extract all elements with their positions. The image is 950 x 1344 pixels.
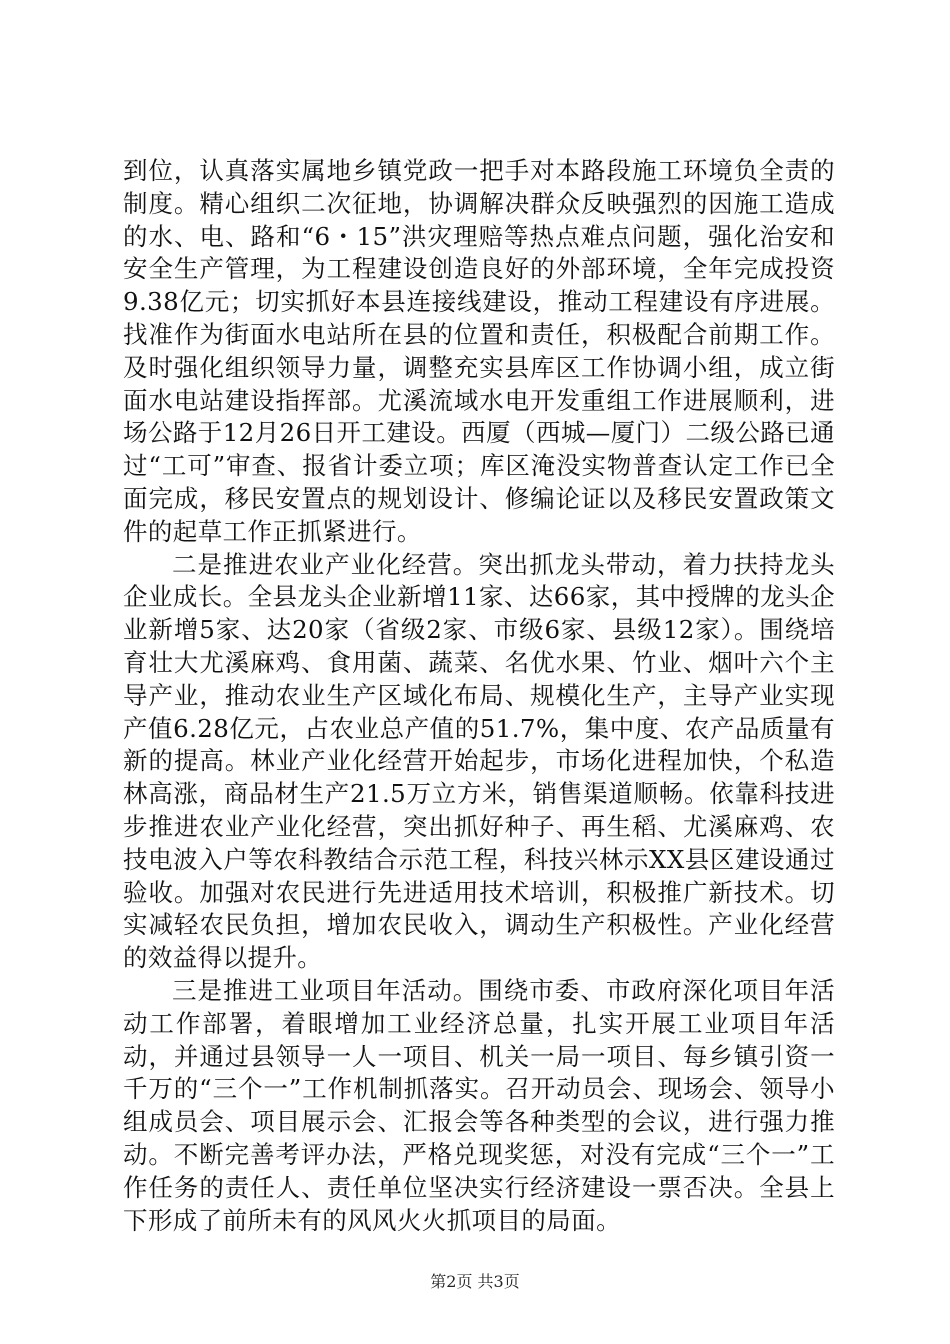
paragraph-1: 到位，认真落实属地乡镇党政一把手对本路段施工环境负全责的制度。精心组织二次征地，协调解决群众反映强烈的因施工造成的水、电、路和“6・15”洪灾理赔等热点难点问题，强化治安和安全生产管理，为工程建设创造良好的外部环境，全年完成投资9.38亿元；切实抓好本县连接线建设，推动工程建设有序进展。找准作为街面水电站所在县的位置和责任，积极配合前期工作。及时强化组织领导力量，调整充实县库区工作协调小组，成立街面水电站建设指挥部。尤溪流域水电开发重组工作进展顺利，进场公路于12月26日开工建设。西厦（西城—厦门）二级公路已通过“工可”审查、报省计委立项；库区淹没实物普查认定工作已全面完成，移民安置点的规划设计、修编论证以及移民安置政策文件的起草工作正抓紧进行。 (123, 156, 835, 546)
page-footer: 第2页 共3页 (430, 1272, 520, 1291)
document-body (123, 155, 835, 1237)
paragraph-2: 二是推进农业产业化经营。突出抓龙头带动，着力扶持龙头企业成长。全县龙头企业新增11家、达66家，其中授牌的龙头企业新增5家、达20家（省级2家、市级6家、县级12家）。围绕培育壮大尤溪麻鸡、食用菌、蔬菜、名优水果、竹业、烟叶六个主导产业，推动农业生产区域化布局、规模化生产，主导产业实现产值6.28亿元，占农业总产值的51.7%，集中度、农产品质量有新的提高。林业产业化经营开始起步，市场化进程加快，个私造林高涨，商品材生产21.5万立方米，销售渠道顺畅。依靠科技进步推进农业产业化经营，突出抓好种子、再生稻、尤溪麻鸡、农技电波入户等农科教结合示范工程，科技兴林示XX县区建设通过验收。加强对农民进行先进适用技术培训，积极推广新技术。切实减轻农民负担，增加农民收入，调动生产积极性。产业化经营的效益得以提升。 (123, 549, 835, 973)
paragraph-3: 三是推进工业项目年活动。围绕市委、市政府深化项目年活动工作部署，着眼增加工业经济总量，扎实开展工业项目年活动，并通过县领导一人一项目、机关一局一项目、每乡镇引资一千万的“三个一”工作机制抓落实。召开动员会、现场会、领导小组成员会、项目展示会、汇报会等各种类型的会议，进行强力推动。不断完善考评办法，严格兑现奖惩，对没有完成“三个一”工作任务的责任人、责任单位坚决实行经济建设一票否决。全县上下形成了前所未有的风风火火抓项目的局面。 (123, 975, 835, 1235)
